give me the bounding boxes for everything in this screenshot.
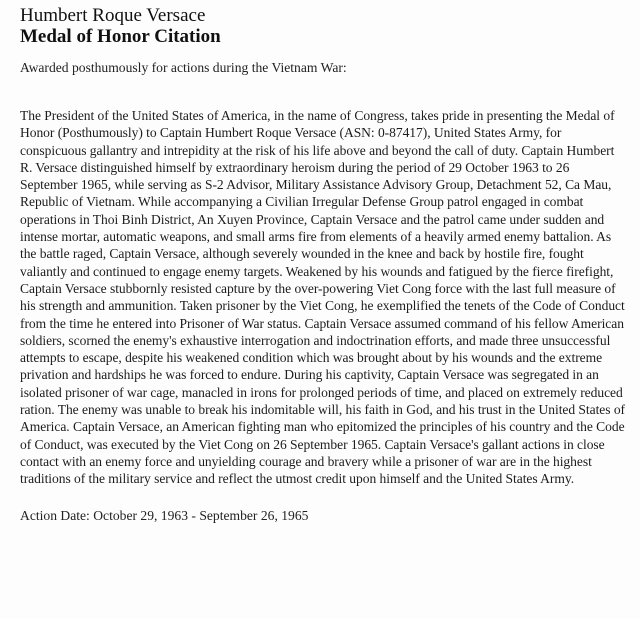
intro-text: Awarded posthumously for actions during the Vietnam War: [20, 60, 347, 75]
recipient-name: Humbert Roque Versace [20, 5, 206, 26]
citation-body: The President of the United States of America, in the name of Congress, takes pride in presenting the Medal of Honor (Posthumously) to Captain Humbert Roque Versace (ASN: 0-87417), United States Army, for conspicuous gallantry and intrepidity at the risk of his life above and beyond the call of duty. Captain Humbert R. Versace distinguished himself by extraordinary heroism during the period of 29 October 1963 to 26 September 1965, while serving as S-2 Advisor, Military Assistance Advisory Group, Detachment 52, Ca Mau, Republic of Vietnam. While accompanying a Civilian Irregular Defense Group patrol engaged in combat operations in Thoi Binh District, An Xuyen Province, Captain Versace and the patrol came under sudden and intense mortar, automatic weapons, and small arms fire from elements of a heavily armed enemy battalion. As the battle raged, Captain Versace, although severely wounded in the knee and back by hostile fire, fought valiantly and continued to engage enemy targets. Weakened by his wounds and fatigued by the fierce firefight, Captain Versace stubbornly resisted capture by the over-powering Viet Cong force with the last full measure of his strength and ammunition. Taken prisoner by the Viet Cong, he exemplified the tenets of the Code of Conduct from the time he entered into Prisoner of War status. Captain Versace assumed command of his fellow American soldiers, scorned the enemy's exhaustive interrogation and indoctrination efforts, and made three unsuccessful attempts to escape, despite his weakened condition which was brought about by his wounds and the extreme privation and hardships he was forced to endure. During his captivity, Captain Versace was segregated in an isolated prisoner of war cage, manacled in irons for prolonged periods of time, and placed on extremely reduced ration. The enemy was unable to break his indomitable will, his faith in God, and his trust in the United States of America. Captain Versace, an American fighting man who epitomized the principles of his country and the Code of Conduct, was executed by the Viet Cong on 26 September 1965. Captain Versace's gallant actions in close contact with an enemy force and unyielding courage and bravery while a prisoner of war are in the highest traditions of the military service and reflect the utmost credit upon himself and the United States Army. [20, 108, 626, 487]
action-date: Action Date: October 29, 1963 - September 26, 1965 [20, 507, 309, 523]
citation-heading: Medal of Honor Citation [20, 26, 221, 47]
